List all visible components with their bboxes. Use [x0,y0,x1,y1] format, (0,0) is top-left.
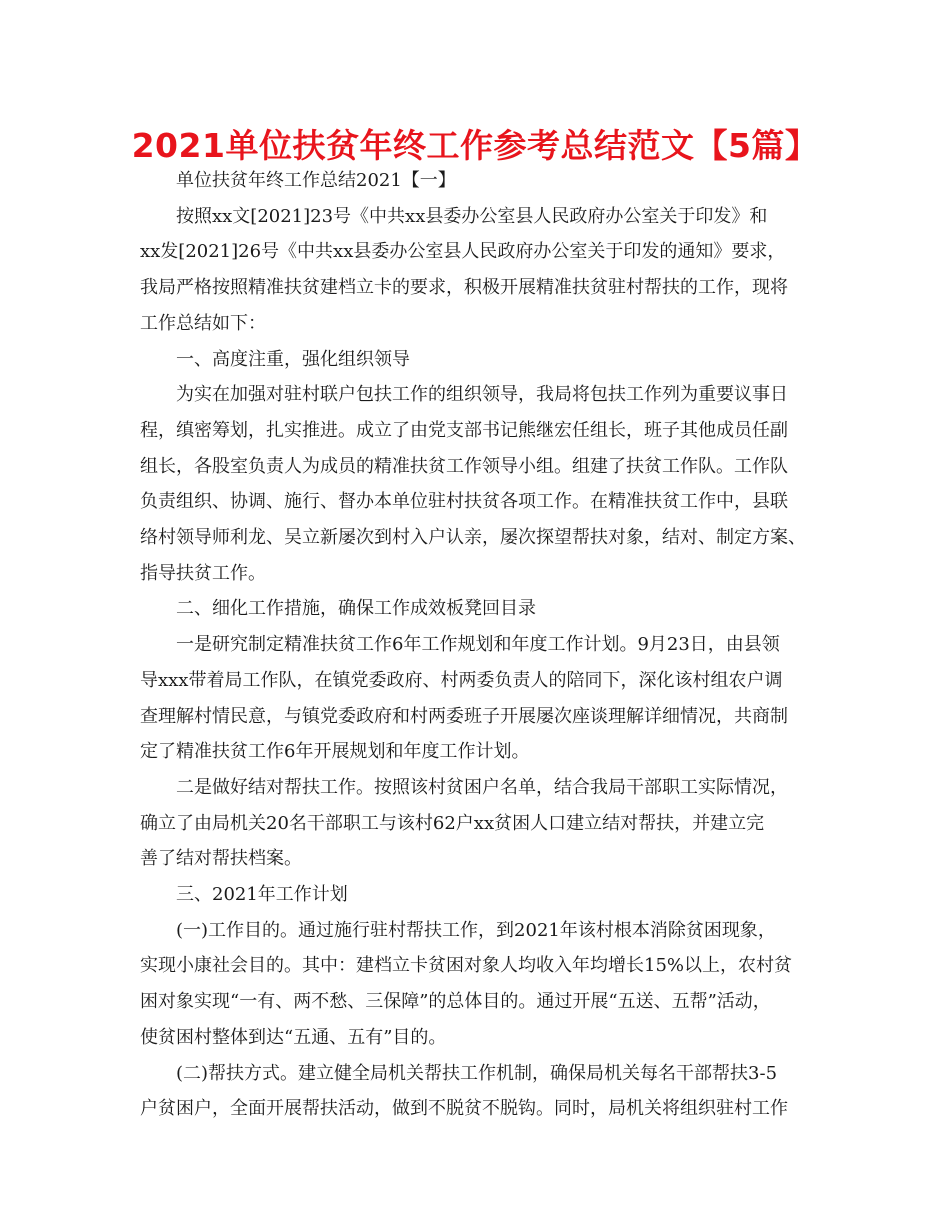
text-line: 二是做好结对帮扶工作。按照该村贫困户名单，结合我局干部职工实际情况， [176,776,788,798]
text-line: 工作总结如下： [140,312,266,334]
text-line: 查理解村情民意，与镇党委政府和村两委班子开展屡次座谈理解详细情况，共商制 [140,705,788,727]
text-line: 为实在加强对驻村联户包扶工作的组织领导，我局将包扶工作列为重要议事日 [176,384,788,406]
text-line: 按照xx文[2021]23号《中共xx县委办公室县人民政府办公室关于印发》和 [176,205,768,227]
text-line: 一是研究制定精准扶贫工作6年工作规划和年度工作计划。9月23日，由县领 [176,634,780,656]
paragraph [140,913,828,1056]
paragraph [140,627,828,770]
document-body [140,163,828,1127]
paragraph [140,163,828,199]
text-line: 确立了由局机关20名干部职工与该村62户xx贫困人口建立结对帮扶，并建立完 [140,812,765,834]
text-line: (二)帮扶方式。建立健全局机关帮扶工作机制，确保局机关每名干部帮扶3-5 [176,1062,778,1084]
text-line: 一、高度注重，强化组织领导 [176,348,410,370]
text-line: 使贫困村整体到达“五通、五有”目的。 [140,1026,447,1048]
paragraph [140,199,828,342]
text-line: 困对象实现“一有、两不愁、三保障”的总体目的。通过开展“五送、五帮”活动， [140,991,771,1013]
paragraph [140,342,828,378]
document-title: 2021单位扶贫年终工作参考总结范文【5篇】 [131,126,819,165]
text-line: 我局严格按照精准扶贫建档立卡的要求，积极开展精准扶贫驻村帮扶的工作，现将 [140,277,788,299]
text-line: (一)工作目的。通过施行驻村帮扶工作，到2021年该村根本消除贫困现象， [176,919,776,941]
paragraph [140,877,828,913]
text-line: 单位扶贫年终工作总结2021【一】 [176,170,456,191]
paragraph [140,1056,828,1127]
text-line: 指导扶贫工作。 [140,562,266,584]
paragraph [140,377,828,591]
text-line: 二、细化工作措施，确保工作成效板凳回目录 [176,598,536,620]
paragraph [140,770,828,877]
text-line: 络村领导师利龙、吴立新屡次到村入户认亲，屡次探望帮扶对象，结对、制定方案、 [140,527,806,549]
text-line: 程，缜密筹划，扎实推进。成立了由党支部书记熊继宏任组长，班子其他成员任副 [140,419,788,441]
text-line: 导xxx带着局工作队，在镇党委政府、村两委负责人的陪同下，深化该村组农户调 [140,669,783,691]
text-line: 定了精准扶贫工作6年开展规划和年度工作计划。 [140,741,530,763]
text-line: xx发[2021]26号《中共xx县委办公室县人民政府办公室关于印发的通知》要求， [140,241,786,263]
text-line: 三、2021年工作计划 [176,884,348,906]
text-line: 户贫困户，全面开展帮扶活动，做到不脱贫不脱钩。同时，局机关将组织驻村工作 [140,1098,788,1120]
text-line: 负责组织、协调、施行、督办本单位驻村扶贫各项工作。在精准扶贫工作中，县联 [140,491,788,513]
text-line: 实现小康社会目的。其中：建档立卡贫困对象人均收入年均增长15%以上，农村贫 [140,955,793,977]
text-line: 组长，各股室负责人为成员的精准扶贫工作领导小组。组建了扶贫工作队。工作队 [140,455,788,477]
text-line: 善了结对帮扶档案。 [140,848,302,870]
paragraph [140,591,828,627]
